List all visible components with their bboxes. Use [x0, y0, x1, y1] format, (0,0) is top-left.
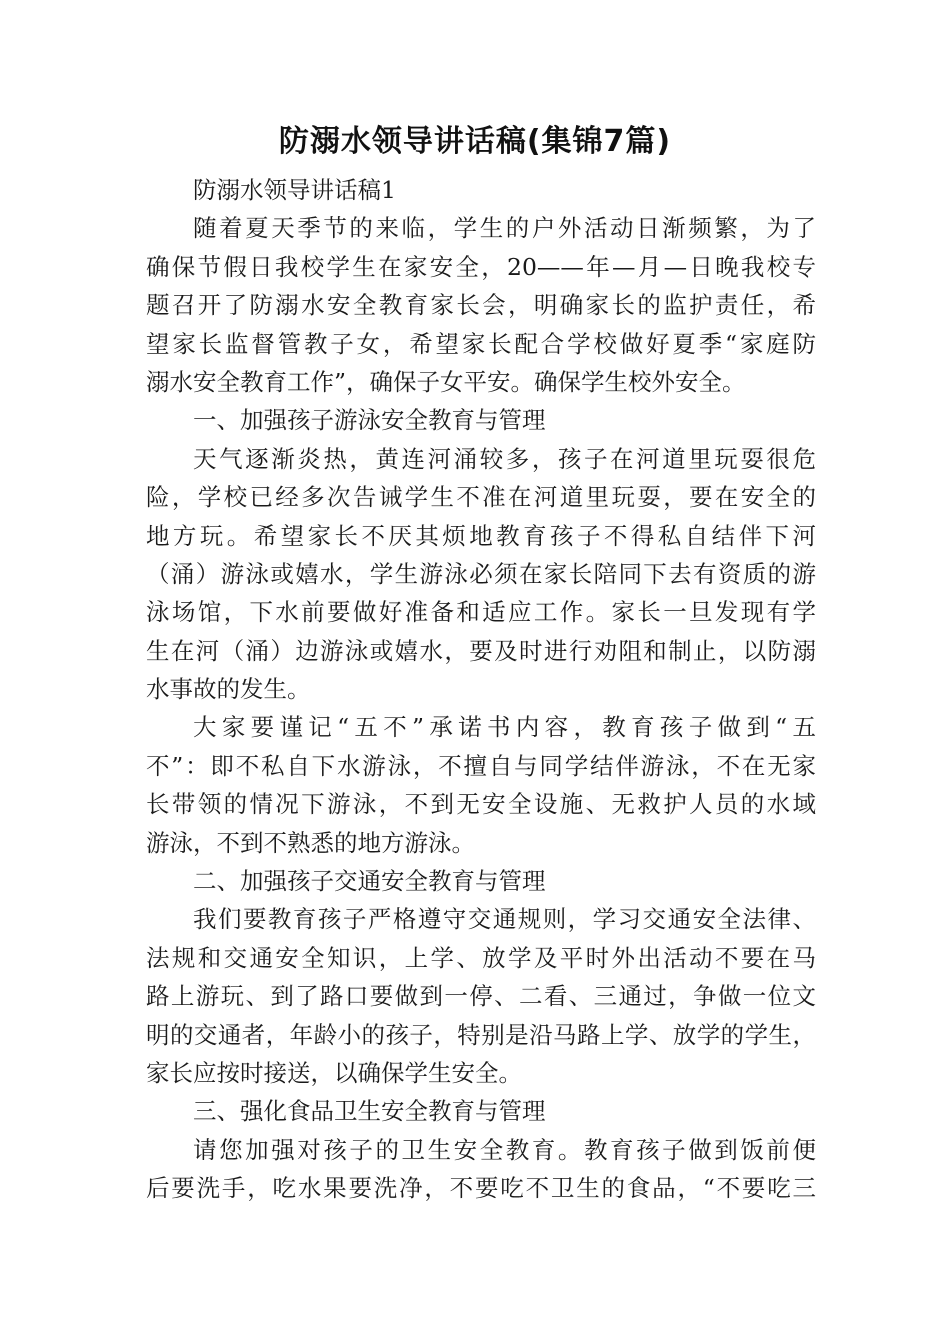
paragraph-line: （涌）游泳或嬉水，学生游泳必须在家长陪同下去有资质的游 [146, 559, 816, 588]
paragraph-line: 二、加强孩子交通安全教育与管理 [193, 867, 546, 896]
paragraph-line: 水事故的发生。 [146, 675, 311, 704]
paragraph-line: 险，学校已经多次告诫学生不准在河道里玩耍，要在安全的 [146, 483, 816, 512]
paragraph-line: 望家长监督管教子女，希望家长配合学校做好夏季“家庭防 [146, 329, 816, 358]
paragraph-line: 题召开了防溺水安全教育家长会，明确家长的监护责任，希 [146, 291, 816, 320]
paragraph-line: 随着夏天季节的来临，学生的户外活动日渐频繁，为了 [193, 214, 816, 243]
paragraph-line: 地方玩。希望家长不厌其烦地教育孩子不得私自结伴下河 [146, 521, 816, 550]
paragraph-line: 防溺水领导讲话稿1 [193, 176, 396, 204]
paragraph-line: 一、加强孩子游泳安全教育与管理 [193, 406, 546, 435]
paragraph-line: 后要洗手，吃水果要洗净，不要吃不卫生的食品，“不要吃三 [146, 1174, 816, 1203]
paragraph-line: 大家要谨记“五不”承诺书内容，教育孩子做到“五 [193, 713, 816, 742]
paragraph-line: 我们要教育孩子严格遵守交通规则，学习交通安全法律、 [193, 905, 816, 934]
paragraph-line: 长带领的情况下游泳，不到无安全设施、无救护人员的水域 [146, 790, 816, 819]
paragraph-line: 法规和交通安全知识，上学、放学及平时外出活动不要在马 [146, 943, 816, 972]
paragraph-line: 游泳，不到不熟悉的地方游泳。 [146, 828, 475, 857]
paragraph-line: 溺水安全教育工作”，确保子女平安。确保学生校外安全。 [146, 367, 746, 396]
paragraph-line: 请您加强对孩子的卫生安全教育。教育孩子做到饭前便 [193, 1135, 816, 1164]
paragraph-line: 泳场馆，下水前要做好准备和适应工作。家长一旦发现有学 [146, 598, 816, 627]
document-title: 防溺水领导讲话稿(集锦7篇) [278, 124, 672, 159]
paragraph-line: 生在河（涌）边游泳或嬉水，要及时进行劝阻和制止，以防溺 [146, 636, 816, 665]
paragraph-line: 家长应按时接送，以确保学生安全。 [146, 1058, 522, 1087]
paragraph-line: 路上游玩、到了路口要做到一停、二看、三通过，争做一位文 [146, 982, 816, 1011]
paragraph-line: 三、强化食品卫生安全教育与管理 [193, 1097, 546, 1126]
paragraph-line: 不”：即不私自下水游泳，不擅自与同学结伴游泳，不在无家 [146, 751, 816, 780]
paragraph-line: 明的交通者，年龄小的孩子，特别是沿马路上学、放学的学生， [146, 1020, 816, 1049]
paragraph-line: 确保节假日我校学生在家安全，20——年—月—日晚我校专 [146, 252, 816, 281]
paragraph-line: 天气逐渐炎热，黄连河涌较多，孩子在河道里玩耍很危 [193, 444, 816, 473]
document-body [146, 171, 816, 1208]
